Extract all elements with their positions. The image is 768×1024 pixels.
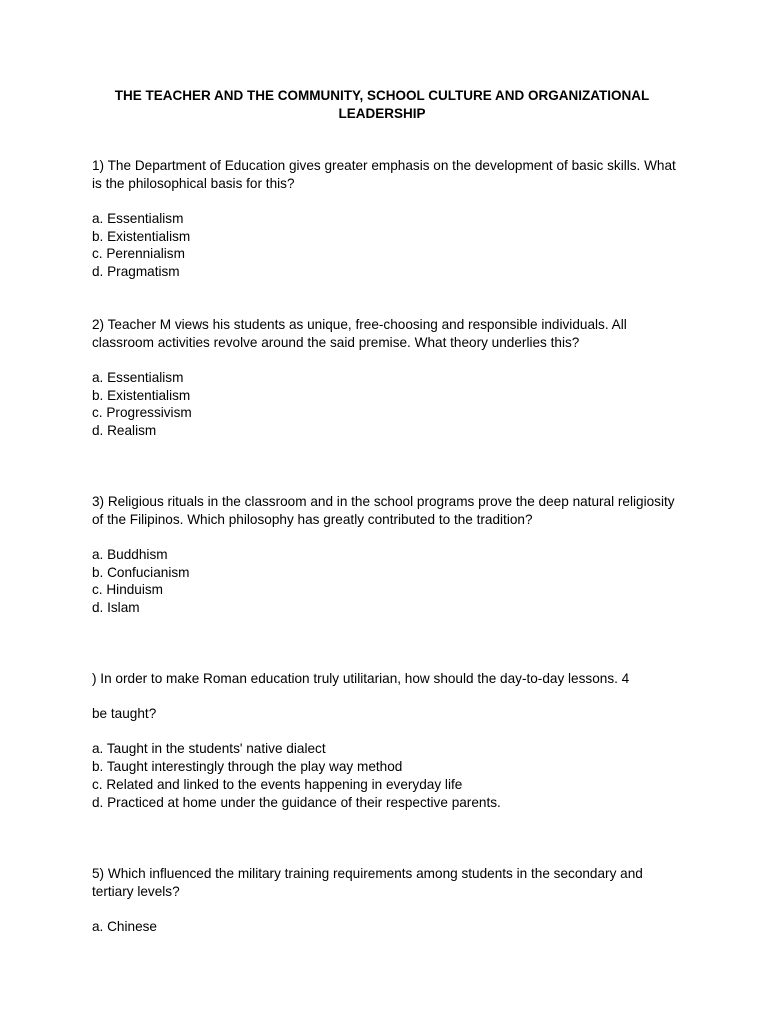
option-item: c. Hinduism [92,582,164,598]
option-item: a. Chinese [92,918,157,934]
question-2 [92,316,682,440]
option-item: c. Perennialism [92,246,185,262]
question-text: 1) The Department of Education gives greater emphasis on the development of basic skills. What is the philosophical basis for this? [92,158,676,191]
question-4 [92,670,682,811]
question-3 [92,493,682,617]
option-item: d. Practiced at home under the guidance of their respective parents. [92,794,501,810]
option-list [92,740,682,811]
question-text: ) In order to make Roman education truly utilitarian, how should the day-to-day lessons. 4 [92,671,630,686]
option-item: a. Buddhism [92,546,168,562]
option-item: a. Essentialism [92,369,184,385]
option-item: b. Taught interestingly through the play way method [92,759,403,775]
option-list [92,369,682,440]
option-list [92,210,682,281]
option-list [92,546,682,617]
option-item: b. Existentialism [92,228,191,244]
option-item: b. Confucianism [92,564,190,580]
option-item: d. Pragmatism [92,264,180,280]
question-5 [92,865,682,936]
option-list [92,918,682,936]
option-item: c. Related and linked to the events happening in everyday life [92,776,463,792]
question-1 [92,157,682,281]
option-item: d. Islam [92,600,140,616]
option-item: b. Existentialism [92,387,191,403]
question-text: 5) Which influenced the military training requirements among students in the secondary and tertiary levels? [92,866,643,899]
option-item: c. Progressivism [92,405,192,421]
option-item: a. Taught in the students' native dialect [92,741,326,757]
question-text: 2) Teacher M views his students as unique, free-choosing and responsible individuals. All classroom activities revolve around the said premise. What theory underlies this? [92,317,627,350]
option-item: d. Realism [92,423,157,439]
question-text-continued: be taught? [92,706,157,722]
option-item: a. Essentialism [92,210,184,226]
question-text: 3) Religious rituals in the classroom and in the school programs prove the deep natural religiosity of the Filipinos. Which philosophy has greatly contributed to the tradition? [92,494,675,527]
document-title: THE TEACHER AND THE COMMUNITY, SCHOOL CULTURE AND ORGANIZATIONAL LEADERSHIP [114,88,650,121]
